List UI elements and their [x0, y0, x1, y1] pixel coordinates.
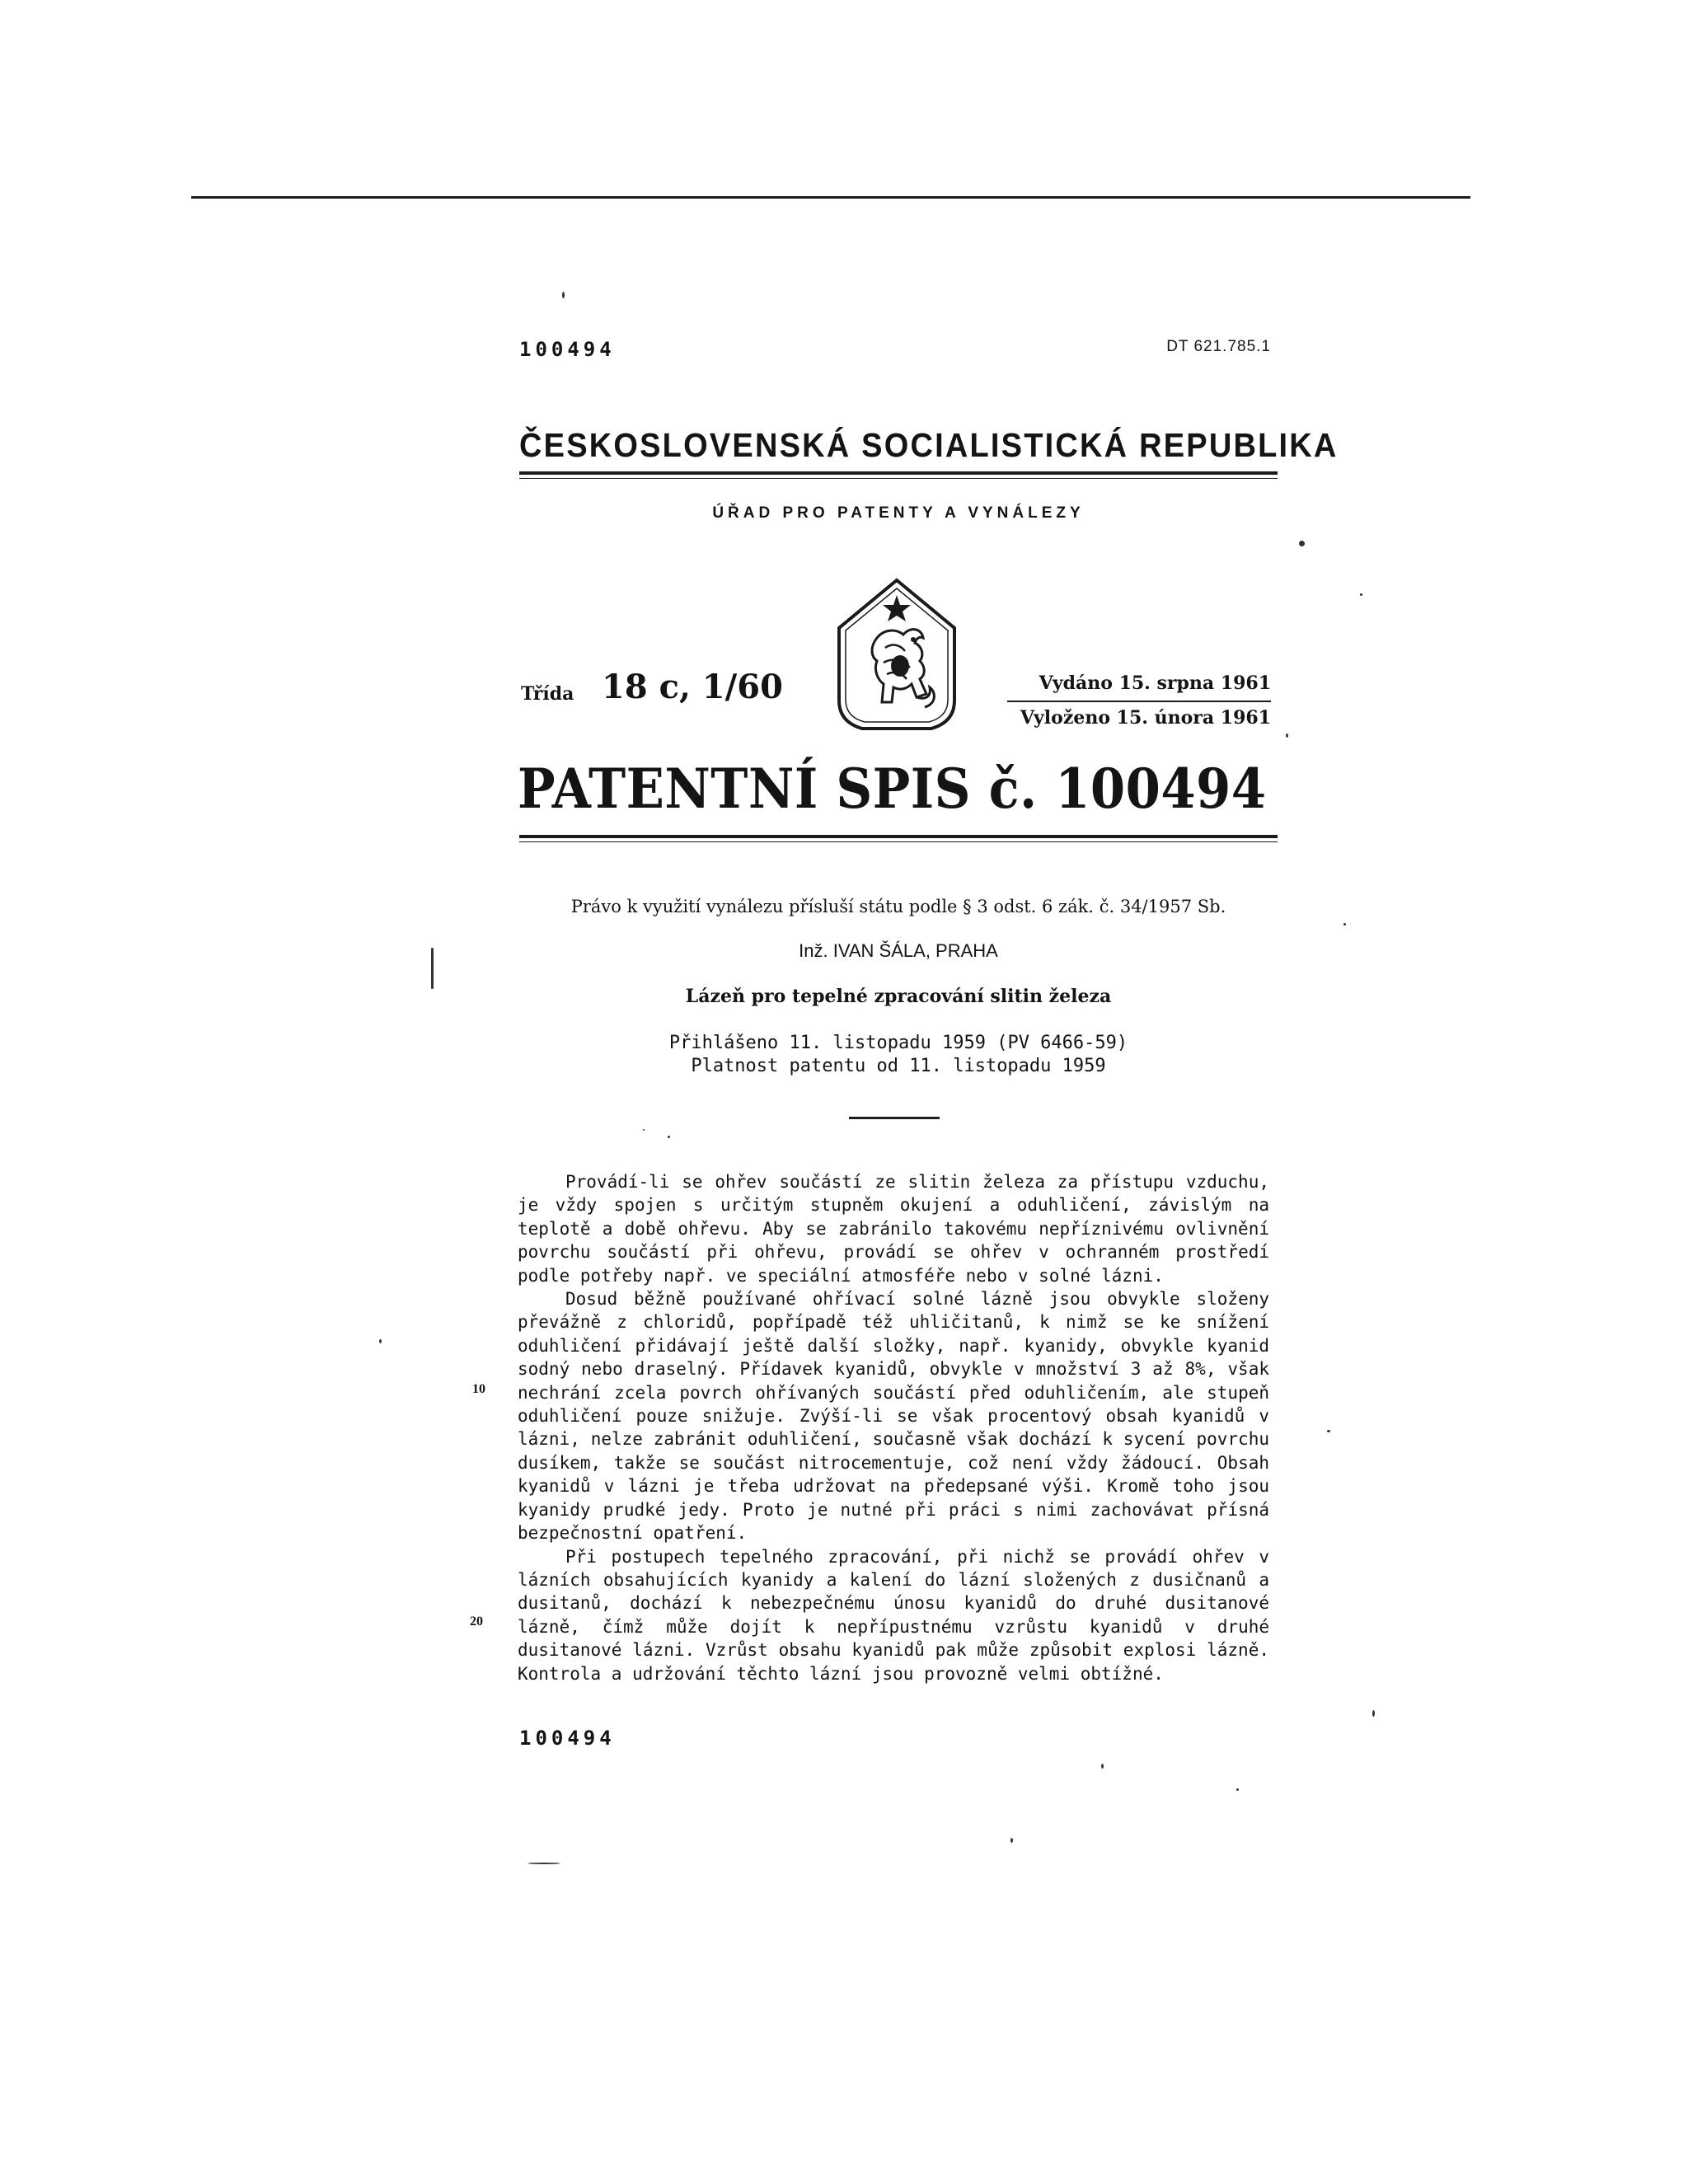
body-paragraph: Dosud běžně používané ohřívací solné lázně jsou obvykle složeny převážně z chloridů, popřípadě též uhličitanů, k nimž se ke snížení oduhličení přidávají ještě další složky, např. kyanidy, obvykle kyanid sodný nebo draselný. Přídavek kyanidů, obvykle v množství 3 až 8%, však nechrání zcela povrch ohřívaných součástí před oduhličením, ale stupeň oduhličení pouze snižuje. Zvýší-li se však procentový obsah kyanidů v lázni, nelze zabránit oduhličení, současně však dochází k sycení povrchu dusíkem, takže se součást nitrocementuje, což není vždy žádoucí. Obsah kyanidů v lázni je třeba udržovat na předepsané výši. Kromě toho jsou kyanidy prudké jedy. Proto je nutné při práci s nimi zachovávat přísná bezpečnostní opatření. [518, 1289, 1269, 1544]
issued-date: Vydáno 15. srpna 1961 [1039, 673, 1271, 694]
country-rule [519, 471, 1278, 475]
country-heading: ČESKOSLOVENSKÁ SOCIALISTICKÁ REPUBLIKA [519, 427, 1339, 465]
line-number: 10 [472, 1382, 485, 1396]
scan-speck [1286, 733, 1288, 738]
scan-speck [562, 292, 565, 298]
document-number-top: 100494 [519, 338, 616, 361]
inventor: Inž. IVAN ŠÁLA, PRAHA [799, 940, 998, 961]
title-rule [519, 835, 1278, 838]
czechoslovak-coat-of-arms-icon [834, 577, 959, 735]
scan-speck [431, 948, 434, 989]
scan-speck [1010, 1838, 1013, 1843]
scan-speck [379, 1339, 382, 1343]
office-heading: ÚŘAD PRO PATENTY A VYNÁLEZY [712, 504, 1085, 522]
scan-speck [1327, 1430, 1330, 1432]
invention-subject: Lázeň pro tepelné zpracování slitin železa [685, 986, 1112, 1007]
udc-code: DT 621.785.1 [1166, 338, 1271, 355]
laid-open-date: Vyloženo 15. února 1961 [1020, 707, 1271, 729]
country-rule-thin [519, 478, 1278, 479]
document-number-footer: 100494 [519, 1727, 616, 1750]
class-value-text: 18 c, 1/60 [602, 668, 783, 706]
scan-speck [1360, 593, 1362, 596]
scan-speck [643, 1129, 645, 1131]
line-number: 20 [470, 1615, 483, 1629]
class-value [602, 668, 783, 706]
filing-date: Přihlášeno 11. listopadu 1959 (PV 6466-59) [668, 1033, 1128, 1053]
body-paragraph: Při postupech tepelného zpracování, při nichž se provádí ohřev v lázních obsahujících kyanidy a kalení do lázní složených z dusičnanů a dusitanů, dochází k nebezpečnému únosu kyanidů do druhé dusitanové lázně, čímž může dojít k nepřípustnému vzrůstu kyanidů v druhé dusitanové lázni. Vzrůst obsahu kyanidů pak může způsobit explosi lázně. Kontrola a udržování těchto lázní jsou provozně velmi obtížné. [518, 1546, 1269, 1684]
scan-speck [1343, 923, 1346, 926]
scan-speck [1372, 1710, 1375, 1717]
page-top-rule [191, 196, 1470, 199]
patent-title: PATENTNÍ SPIS č. 100494 [518, 757, 1267, 821]
section-divider [849, 1117, 940, 1119]
scan-speck [1299, 541, 1305, 546]
scan-speck [668, 1136, 670, 1138]
title-rule-thin [519, 841, 1278, 842]
dates-rule [1007, 701, 1271, 702]
scan-speck [1101, 1764, 1104, 1769]
rights-statement: Právo k využití vynálezu přísluší státu podle § 3 odst. 6 zák. č. 34/1957 Sb. [570, 897, 1226, 916]
class-label: Třída [521, 683, 574, 705]
scan-speck [1236, 1788, 1239, 1791]
patent-validity: Platnost patentu od 11. listopadu 1959 [691, 1056, 1106, 1076]
scan-speck [528, 1863, 560, 1864]
body-paragraph: Provádí-li se ohřev součástí ze slitin železa za přístupu vzduchu, je vždy spojen s určitým stupněm okujení a oduhličení, závislým na teplotě a době ohřevu. Aby se zabránilo takovému nepříznivému ovlivnění povrchu součástí při ohřevu, provádí se ohřev v ochranném prostředí podle potřeby např. ve speciální atmosféře nebo v solné lázni. [518, 1172, 1269, 1286]
patent-body [518, 1170, 1269, 1685]
